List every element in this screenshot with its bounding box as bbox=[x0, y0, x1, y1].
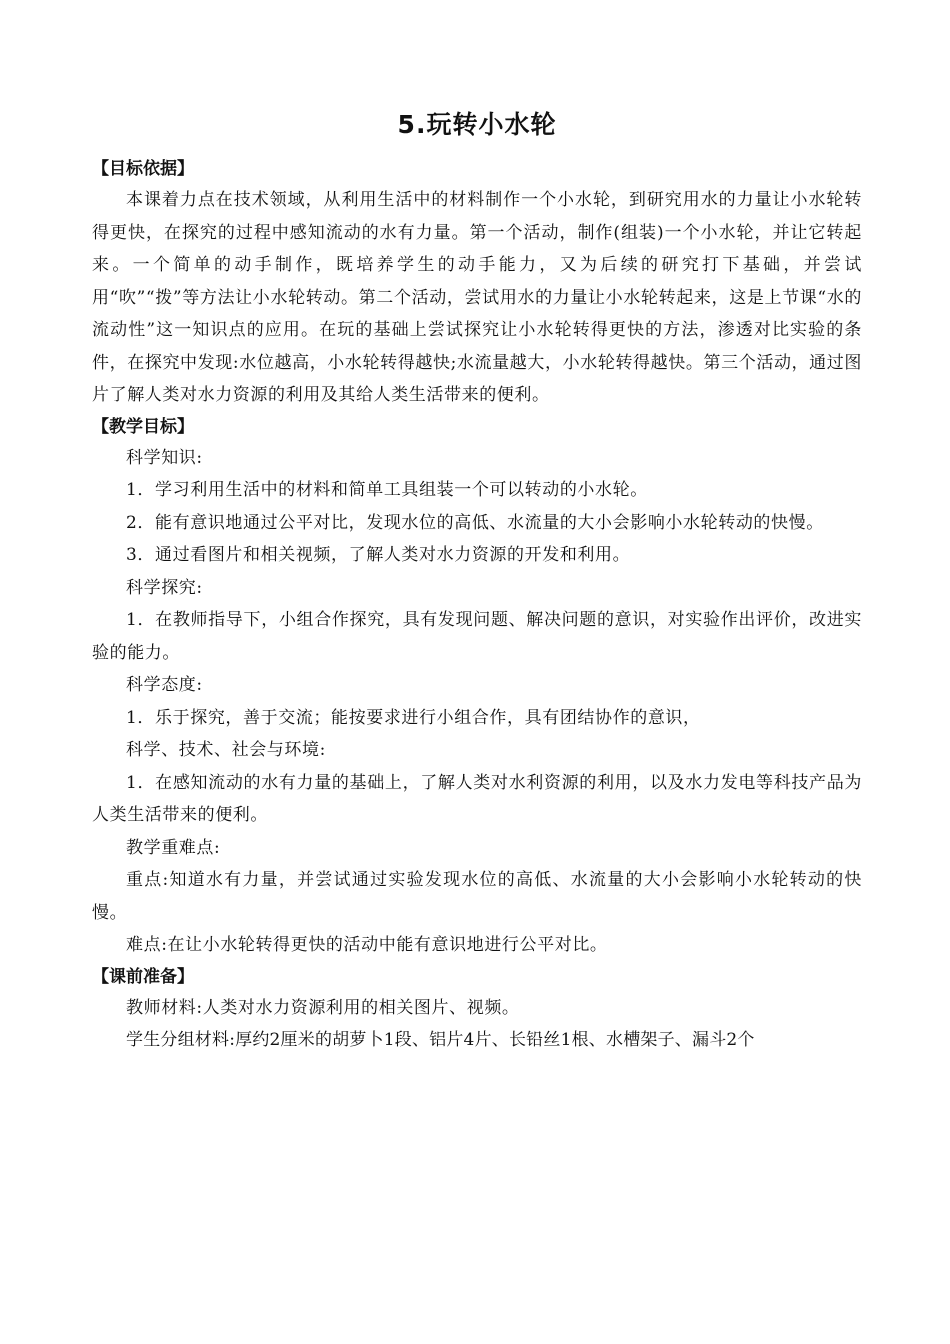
knowledge-item-2: 2．能有意识地通过公平对比，发现水位的高低、水流量的大小会影响小水轮转动的快慢。 bbox=[126, 512, 824, 533]
attitude-label: 科学态度: bbox=[126, 675, 203, 695]
page-title: 5.玩转小水轮 bbox=[397, 110, 557, 139]
knowledge-label: 科学知识: bbox=[126, 447, 203, 468]
section-heading-goals: 【教学目标】 bbox=[92, 416, 194, 437]
key-point: 重点:知道水有力量，并尝试通过实验发现水位的高低、水流量的大小会影响小水轮转动的快慢。 bbox=[92, 870, 862, 923]
sts-item-1: 1．在感知流动的水有力量的基础上，了解人类对水利资源的利用，以及水力发电等科技产品为人类生活带来的便利。 bbox=[92, 772, 862, 825]
student-materials: 学生分组材料:厚约2厘米的胡萝卜1段、铝片4片、长铅丝1根、水槽架子、漏斗2个 bbox=[126, 1030, 755, 1050]
attitude-item-1: 1．乐于探究，善于交流；能按要求进行小组合作，具有团结协作的意识， bbox=[126, 707, 701, 728]
knowledge-item-1: 1．学习利用生活中的材料和简单工具组装一个可以转动的小水轮。 bbox=[126, 480, 648, 500]
inquiry-label: 科学探究: bbox=[126, 577, 203, 598]
knowledge-item-3: 3．通过看图片和相关视频，了解人类对水力资源的开发和利用。 bbox=[126, 545, 631, 565]
document-page bbox=[92, 108, 862, 1057]
section-heading-basis: 【目标依据】 bbox=[92, 159, 194, 179]
inquiry-item-1: 1．在教师指导下，小组合作探究，具有发现问题、解决问题的意识，对实验作出评价，改进实验的能力。 bbox=[92, 610, 862, 663]
difficulty-point: 难点:在让小水轮转得更快的活动中能有意识地进行公平对比。 bbox=[126, 935, 608, 955]
sts-label: 科学、技术、社会与环境: bbox=[126, 740, 326, 760]
key-difficulty-label: 教学重难点: bbox=[126, 837, 221, 858]
basis-paragraph: 本课着力点在技术领域，从利用生活中的材料制作一个小水轮，到研究用水的力量让小水轮转得更快，在探究的过程中感知流动的水有力量。第一个活动，制作(组装)一个小水轮，并让它转起来。一个简单的动手制作，既培养学生的动手能力，又为后续的研究打下基础，并尝试用“吹”“拨”等方法让小水轮转动。第二个活动，尝试用水的力量让小水轮转起来，这是上节课“水的流动性”这一知识点的应用。在玩的基础上尝试探究让小水轮转得更快的方法，渗透对比实验的条件，在探究中发现:水位越高，小水轮转得越快;水流量越大，小水轮转得越快。第三个活动，通过图片了解人类对水力资源的利用及其给人类生活带来的便利。 bbox=[92, 190, 862, 405]
section-heading-prep: 【课前准备】 bbox=[92, 966, 194, 987]
teacher-materials: 教师材料:人类对水力资源利用的相关图片、视频。 bbox=[126, 997, 520, 1018]
